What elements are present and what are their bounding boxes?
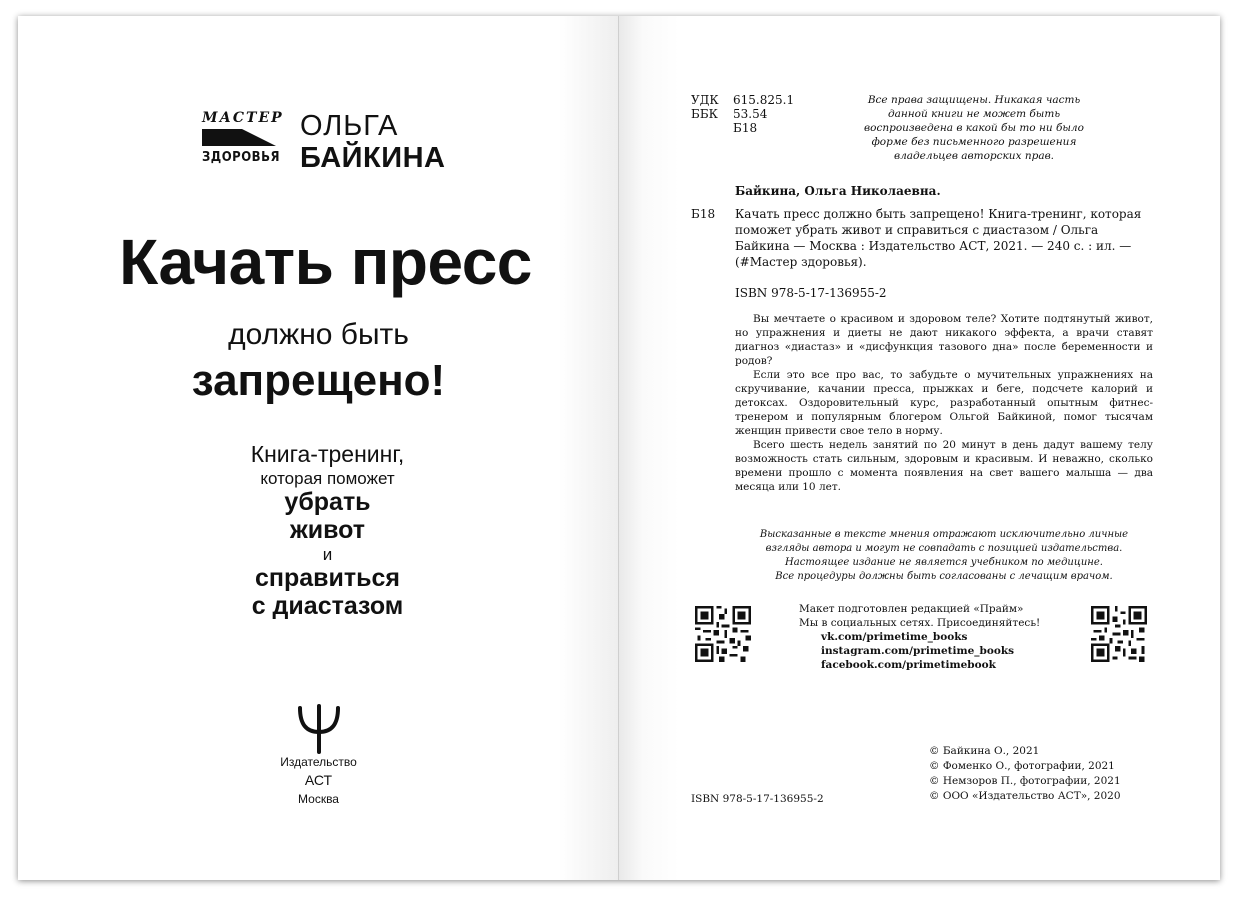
bbk-row: ББК 53.54 [691,107,768,121]
copyright-line: © Фоменко О., фотографии, 2021 [929,760,1115,772]
annotation-paragraph: Всего шесть недель занятий по 20 минут в день дадут вашему телу возможность стать сильным, здоровым и красивым. И неважно, сколько времени прошло с момента появления на свет вашего малыша — два месяца или 10 лет. [735,439,1153,493]
prime-info [799,602,1040,672]
publisher-line1: Издательство [280,755,357,769]
bib-code: Б18 [691,207,716,221]
subtitle-line3: убрать [284,488,371,516]
copyright-line: © Немзоров П., фотографии, 2021 [929,775,1121,787]
author-last-name: БАЙКИНА [300,142,446,174]
bib-author: Байкина, Ольга Николаевна. [735,184,941,198]
prime-social: Мы в социальных сетях. Присоединяйтесь! [799,617,1041,629]
vk-link[interactable]: vk.com/primetime_books [821,631,968,643]
isbn-bottom: ISBN 978-5-17-136955-2 [691,793,824,805]
book-spread [18,16,1220,880]
qr-code-icon [695,606,751,662]
publisher-name: АСТ [304,772,333,788]
copyright-line: © Байкина О., 2021 [929,745,1040,757]
bib-description: Качать пресс должно быть запрещено! Книга-тренинг, которая поможет убрать живот и справиться с диастазом / Ольга Байкина — Москва : Издательство АСТ, 2021. — 240 с. : ил. — (#Мастер здоровья). [735,207,1142,269]
book-title-line3: запрещено! [191,356,446,405]
facebook-link[interactable]: facebook.com/primetimebook [821,659,996,671]
book-title-line1: Качать пресс [119,226,532,298]
annotation-paragraph: Вы мечтаете о красивом и здоровом теле? Хотите подтянутый живот, но упражнения и диеты не дают никакого эффекта, а врачи ставят диагноз «диастаз» и «дисфункция тазового дна» после беременности и родов? [735,313,1153,367]
annotation [735,312,1153,494]
imprint-page [619,16,1220,880]
psi-logo-icon [294,704,344,754]
qr-code-icon [1091,606,1147,662]
title-page [18,16,619,880]
subtitle-line2: которая поможет [260,469,395,488]
author-first-name: ОЛЬГА [300,110,399,142]
prime-editorial: Макет подготовлен редакцией «Прайм» [799,603,1024,615]
udk-row: УДК 615.825.1 [691,93,795,107]
subtitle-line5: и [322,545,333,564]
annotation-paragraph: Если это все про вас, то забудьте о мучительных упражнениях на скручивание, качании пресса, прыжках и беге, подсчете калорий и детоксах. Оздоровительный курс, разработанный опытным фитнес-тренером и популярным блогером Ольгой Байкиной, помог тысячам женщин привести свое тело в норму. [735,369,1153,437]
subtitle-line1: Книга-тренинг, [250,441,405,467]
udk-block [691,93,794,135]
book-title-line2: должно быть [228,318,409,351]
rights-notice: Все права защищены. Никакая часть данной книги не может быть воспроизведена в какой бы то ни было форме без письменного разрешения владельцев авторских прав. [864,94,1084,162]
subtitle-line7: с диастазом [251,592,404,620]
copyrights [929,744,1121,804]
subtitle-line4: живот [289,516,366,544]
isbn-main: ISBN 978-5-17-136955-2 [735,286,887,300]
instagram-link[interactable]: instagram.com/primetime_books [821,645,1015,657]
series-logo-line1: МАСТЕР [202,110,284,126]
series-logo [202,110,284,172]
subtitle-line6: справиться [254,564,401,592]
series-logo-line2: ЗДОРОВЬЯ [202,150,281,165]
publisher-city: Москва [298,792,339,806]
author-mark-row: Б18 [733,121,758,135]
disclaimer: Высказанные в тексте мнения отражают исключительно личные взгляды автора и могут не совпадать с позицией издательства. Настоящее издание не является учебником по медицине. Все процедуры должны быть согласованы с лечащим врачом. [759,529,1129,582]
copyright-line: © ООО «Издательство АСТ», 2020 [929,790,1121,802]
